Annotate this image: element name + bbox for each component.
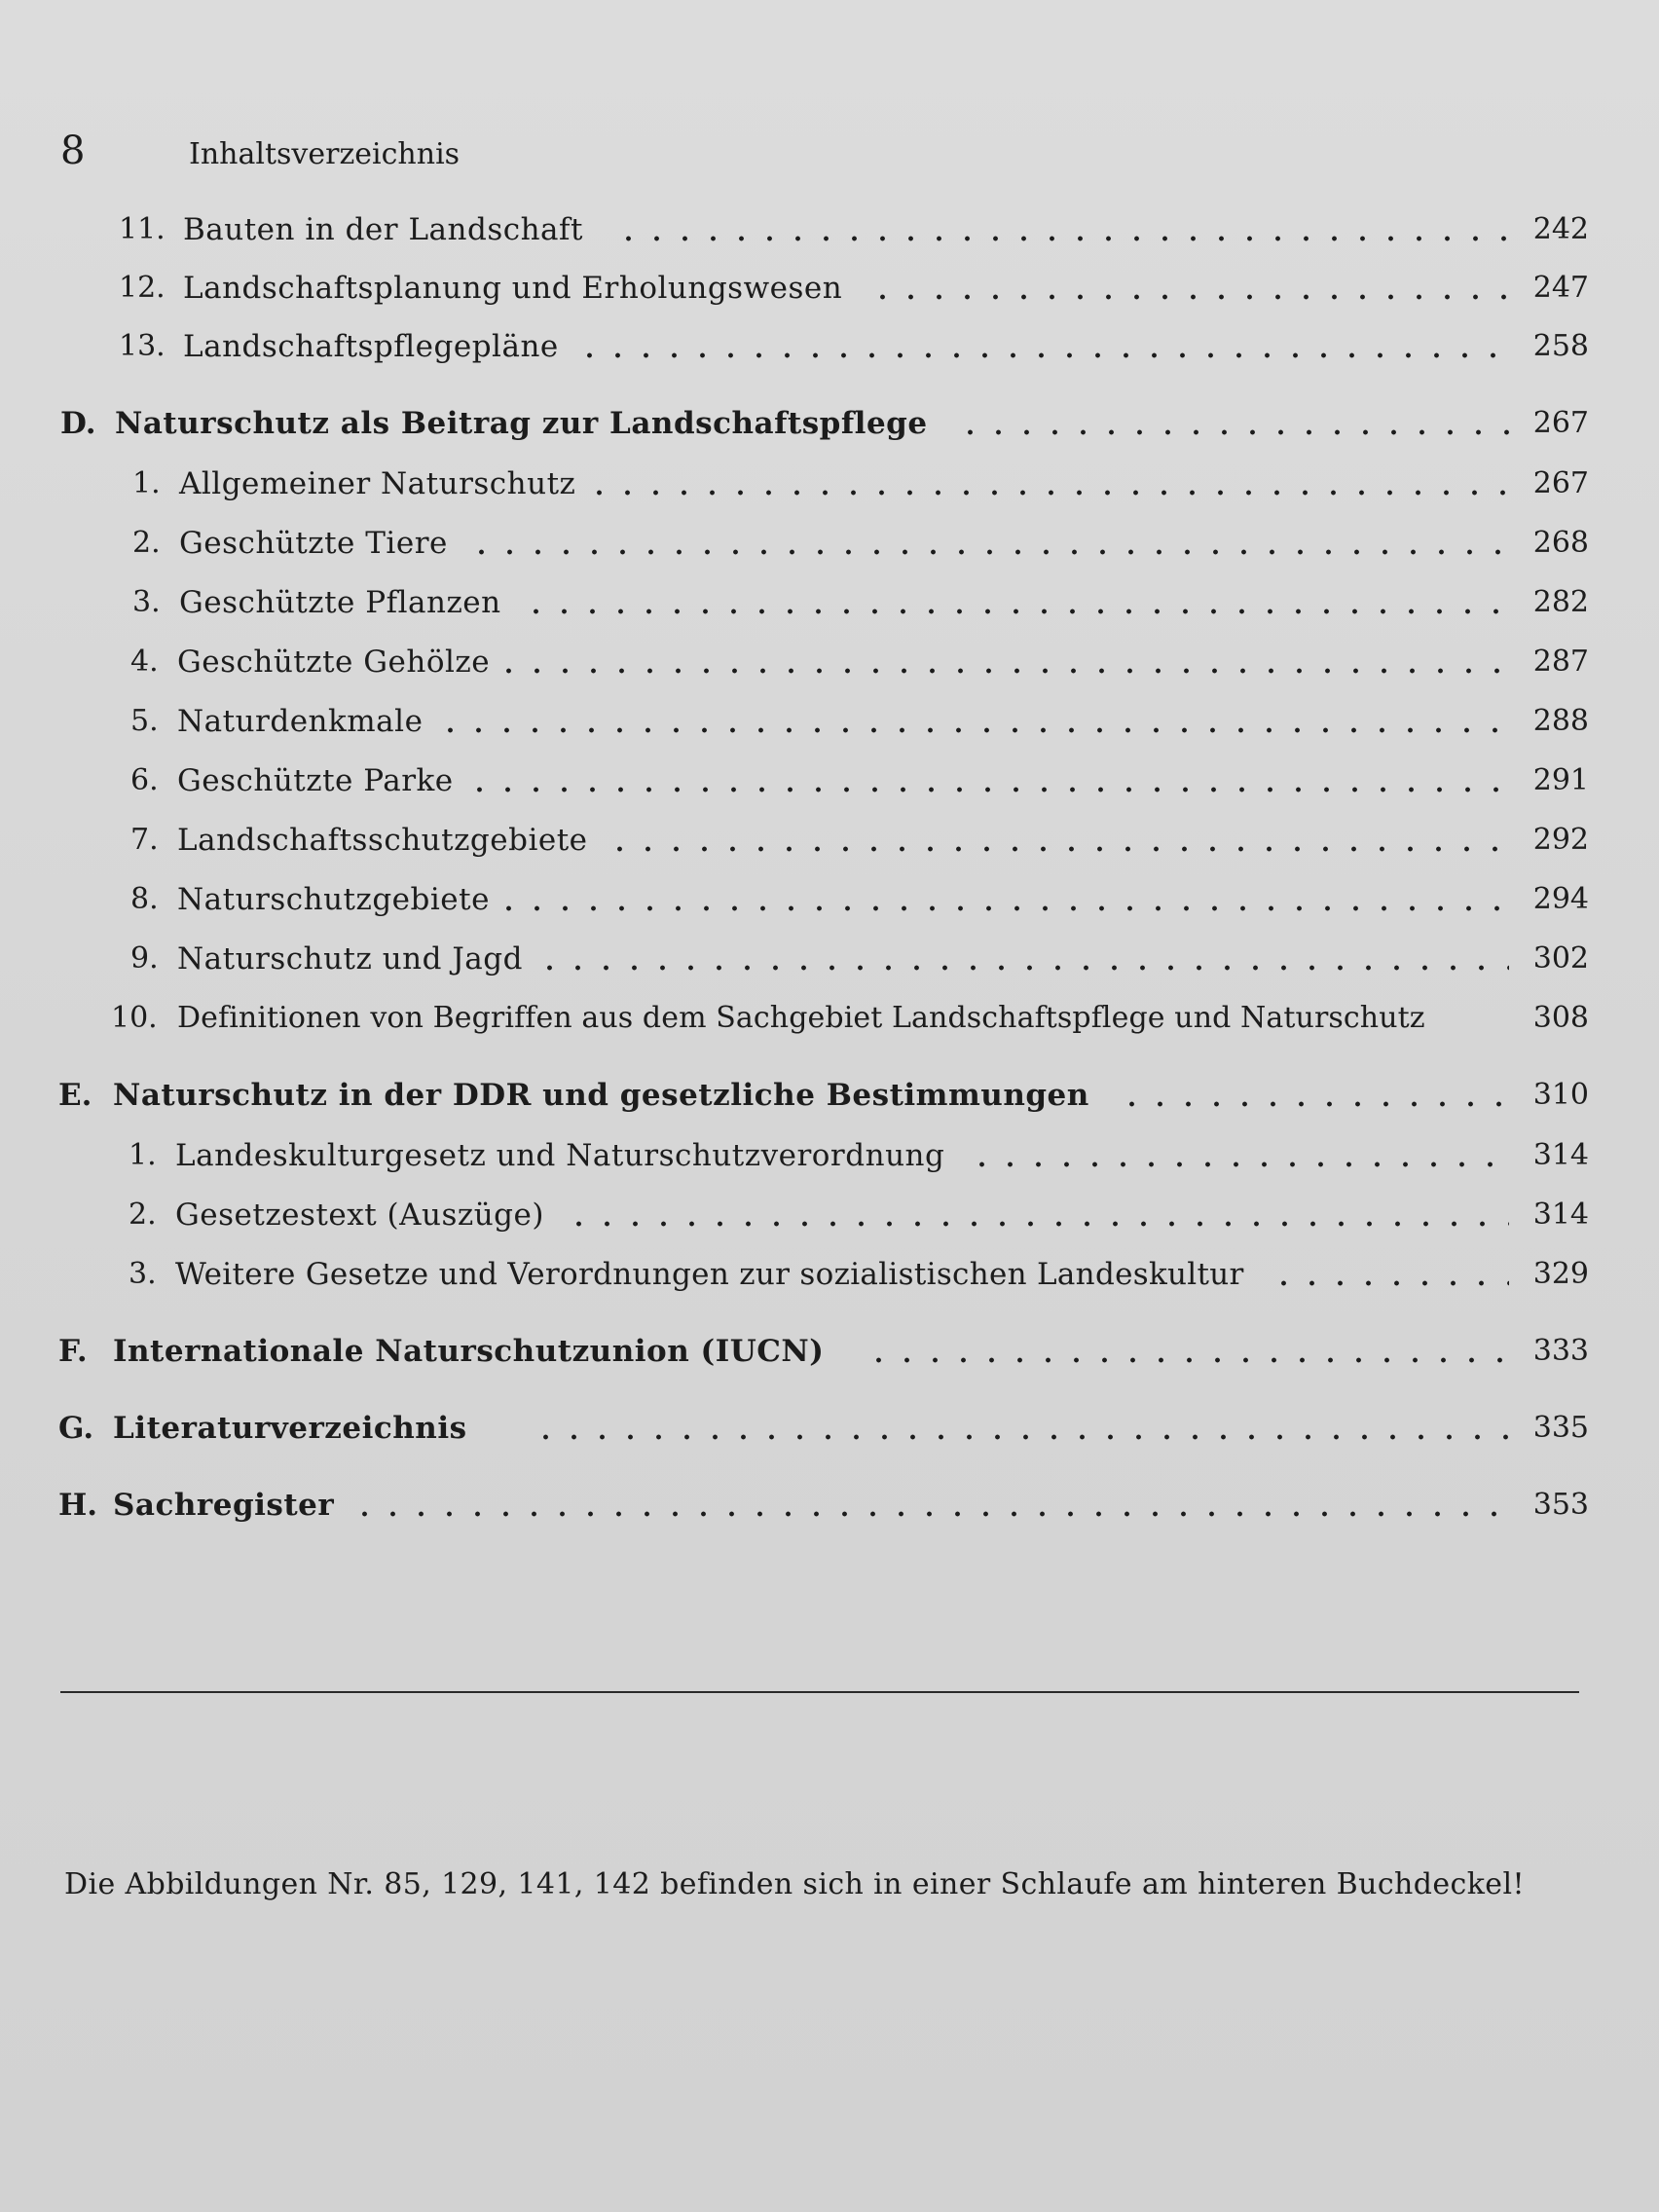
toc-entry-label: Landschaftspflegepläne: [183, 329, 559, 364]
dot-leader: [606, 846, 1509, 852]
dot-leader: [467, 549, 1509, 555]
dot-leader: [350, 1511, 1509, 1517]
toc-entry-label: Bauten in der Landschaft: [183, 212, 583, 247]
horizontal-rule: [60, 1691, 1579, 1693]
toc-entry-number: 1.: [129, 1138, 157, 1172]
toc-entry-page: 287: [1532, 645, 1589, 679]
toc-entry-page: 294: [1532, 882, 1589, 916]
toc-section-letter: H.: [58, 1488, 98, 1523]
toc-entry-label: Geschützte Gehölze: [177, 645, 491, 680]
toc-entry-page: 258: [1532, 329, 1589, 363]
toc-entry-page: 288: [1532, 704, 1589, 738]
page-header: [60, 129, 460, 173]
toc-entry-label: Definitionen von Begriffen aus dem Sachgebiet Landschaftspflege und Naturschutz: [177, 1001, 1425, 1035]
toc-section-label: Literaturverzeichnis: [113, 1411, 467, 1446]
toc-entry-page: 247: [1532, 271, 1589, 305]
toc-entry-page: 267: [1532, 466, 1589, 500]
toc-entry-number: 11.: [119, 212, 166, 246]
toc-entry-number: 13.: [119, 329, 166, 363]
dot-leader: [585, 490, 1509, 496]
toc-section-letter: G.: [58, 1411, 94, 1446]
dot-leader: [532, 1434, 1509, 1440]
toc-section-page: 267: [1532, 406, 1589, 440]
toc-entry-e3: [0, 1257, 1659, 1300]
toc-section-d: [0, 406, 1659, 449]
toc-entry-page: 308: [1532, 1001, 1589, 1035]
dot-leader: [465, 787, 1509, 793]
page-number: 8: [60, 129, 86, 173]
dot-leader: [865, 1357, 1509, 1363]
toc-entry-number: 5.: [130, 704, 159, 738]
toc-entry-d3: [0, 585, 1659, 628]
toc-section-page: 335: [1532, 1411, 1589, 1445]
toc-section-letter: D.: [60, 406, 96, 441]
toc-entry-page: 314: [1532, 1138, 1589, 1172]
toc-entry-page: 292: [1532, 823, 1589, 857]
dot-leader: [614, 236, 1509, 241]
toc-section-page: 333: [1532, 1334, 1589, 1368]
footnote: Die Abbildungen Nr. 85, 129, 141, 142 befinden sich in einer Schlaufe am hinteren Buchdeckel!: [64, 1867, 1525, 1901]
toc-section-page: 353: [1532, 1488, 1589, 1522]
toc-entry-d4: [0, 645, 1659, 687]
toc-entry-page: 282: [1532, 585, 1589, 619]
toc-entry-label: Gesetzestext (Auszüge): [175, 1198, 544, 1233]
toc-entry-d10: [0, 1001, 1659, 1044]
page-title: Inhaltsverzeichnis: [189, 137, 461, 171]
toc-entry-label: Weitere Gesetze und Verordnungen zur sozialistischen Landeskultur: [175, 1257, 1244, 1292]
dot-leader: [868, 294, 1509, 300]
toc-entry-d5: [0, 704, 1659, 747]
toc-section-page: 310: [1532, 1078, 1589, 1112]
toc-entry-d7: [0, 823, 1659, 866]
dot-leader: [565, 1221, 1509, 1227]
toc-entry-label: Landeskulturgesetz und Naturschutzverordnung: [175, 1138, 945, 1173]
toc-entry-number: 1.: [132, 466, 161, 500]
toc-entry-d2: [0, 526, 1659, 569]
toc-entry-page: 329: [1532, 1257, 1589, 1291]
toc-entry-number: 2.: [132, 526, 161, 560]
toc-section-label: Sachregister: [113, 1488, 335, 1523]
toc-entry-d8: [0, 882, 1659, 925]
toc-entry-label: Geschützte Tiere: [179, 526, 448, 561]
toc-entry-e2: [0, 1198, 1659, 1240]
toc-entry-label: Landschaftsplanung und Erholungswesen: [183, 271, 843, 306]
toc-entry-number: 2.: [129, 1198, 157, 1232]
dot-leader: [575, 352, 1509, 358]
toc-entry-page: 242: [1532, 212, 1589, 246]
toc-entry-number: 4.: [130, 645, 159, 679]
toc-section-e: [0, 1078, 1659, 1121]
dot-leader: [495, 905, 1509, 911]
toc-entry-d6: [0, 763, 1659, 806]
toc-section-letter: F.: [58, 1334, 88, 1369]
toc-section-h: [0, 1488, 1659, 1530]
dot-leader: [522, 608, 1509, 614]
toc-entry-page: 291: [1532, 763, 1589, 797]
toc-entry-page: 268: [1532, 526, 1589, 560]
toc-entry-label: Geschützte Parke: [177, 763, 454, 798]
toc-entry-number: 3.: [132, 585, 161, 619]
toc-entry-11: [0, 212, 1659, 255]
toc-entry-number: 9.: [130, 941, 159, 976]
toc-entry-number: 7.: [130, 823, 159, 857]
toc-section-label: Naturschutz als Beitrag zur Landschaftspflege: [115, 406, 928, 441]
dot-leader: [1270, 1280, 1509, 1286]
toc-entry-number: 12.: [119, 271, 166, 305]
toc-entry-label: Naturdenkmale: [177, 704, 424, 739]
toc-entry-number: 6.: [130, 763, 159, 797]
toc-entry-label: Landschaftsschutzgebiete: [177, 823, 588, 858]
toc-entry-number: 10.: [111, 1001, 158, 1035]
toc-entry-label: Geschützte Pflanzen: [179, 585, 501, 620]
toc-entry-13: [0, 329, 1659, 372]
toc-entry-page: 302: [1532, 941, 1589, 976]
toc-entry-12: [0, 271, 1659, 313]
dot-leader: [956, 429, 1509, 435]
toc-entry-number: 8.: [130, 882, 159, 916]
toc-section-g: [0, 1411, 1659, 1454]
dot-leader: [436, 727, 1509, 733]
toc-section-f: [0, 1334, 1659, 1377]
dot-leader: [535, 965, 1509, 971]
toc-entry-page: 314: [1532, 1198, 1589, 1232]
toc-entry-d9: [0, 941, 1659, 984]
dot-leader: [968, 1161, 1509, 1167]
toc-entry-label: Naturschutz und Jagd: [177, 941, 523, 977]
toc-section-label: Naturschutz in der DDR und gesetzliche Bestimmungen: [113, 1078, 1089, 1113]
toc-section-letter: E.: [58, 1078, 92, 1113]
toc-section-label: Internationale Naturschutzunion (IUCN): [113, 1334, 825, 1369]
dot-leader: [495, 668, 1509, 674]
dot-leader: [1118, 1101, 1509, 1107]
toc-entry-number: 3.: [129, 1257, 157, 1291]
toc-entry-label: Allgemeiner Naturschutz: [179, 466, 576, 501]
toc-entry-label: Naturschutzgebiete: [177, 882, 490, 917]
toc-entry-d1: [0, 466, 1659, 509]
toc-entry-e1: [0, 1138, 1659, 1181]
